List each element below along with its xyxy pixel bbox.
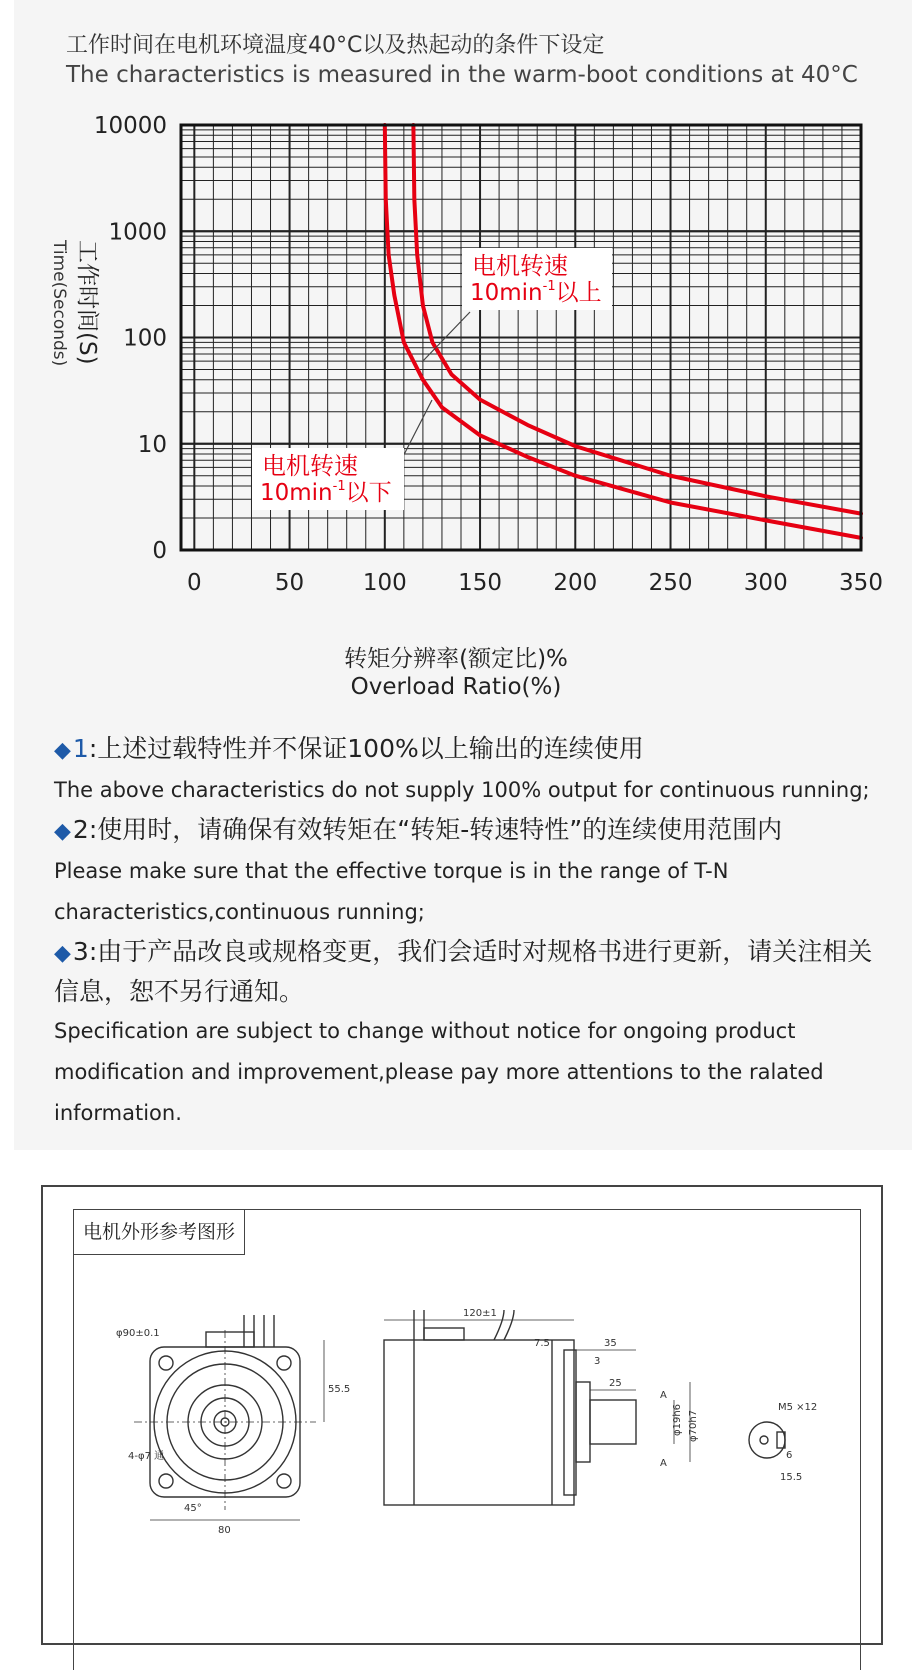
y-tick-label: 100 — [123, 325, 167, 352]
motor-outline-drawing — [74, 1210, 860, 1670]
chart-header-cn: 工作时间在电机环境温度40°C以及热起动的条件下设定 — [66, 33, 605, 58]
mount-hole-tl — [159, 1356, 173, 1370]
x-tick-label: 350 — [839, 570, 883, 596]
diamond-icon: ◆ — [54, 941, 71, 966]
note-3-cn — [54, 933, 894, 1011]
dim-pilot: φ70h7 — [688, 1409, 699, 1442]
side-body — [384, 1340, 574, 1505]
section-a-bottom: A — [660, 1458, 667, 1469]
dim-25: 25 — [609, 1378, 622, 1389]
overload-chart — [0, 100, 912, 630]
x-tick-label: 300 — [743, 570, 788, 596]
y-axis-label-en: Time(Seconds) — [49, 240, 69, 367]
x-tick-label: 0 — [187, 570, 202, 596]
y-axis-label — [49, 239, 100, 366]
dimension-drawing-frame — [41, 1185, 883, 1645]
dim-angle: 45° — [184, 1503, 202, 1514]
x-tick-label: 200 — [553, 570, 598, 596]
side-pilot — [576, 1382, 590, 1462]
dim-width: 80 — [218, 1525, 231, 1536]
annotation-high-sup: -1 — [542, 279, 556, 294]
drawing-title: 电机外形参考图形 — [73, 1209, 245, 1255]
chart-ticks — [94, 113, 883, 596]
x-tick-label: 100 — [362, 570, 407, 596]
annotation-low-tail: 以下 — [345, 480, 392, 506]
note-2-en: Please make sure that the effective torque is in the range of T-N characteristics,continuous running; — [54, 859, 729, 924]
y-tick-label: 0 — [152, 538, 167, 564]
section-a-top: A — [660, 1390, 667, 1401]
dim-length: 120±1 — [463, 1308, 497, 1319]
dim-height: 55.5 — [328, 1384, 351, 1395]
front-cable-a — [244, 1315, 254, 1347]
note-1-text-cn: :上述过载特性并不保证100%以上输出的连续使用 — [88, 734, 644, 763]
annotation-high-line1: 电机转速 — [472, 252, 568, 280]
dimension-drawing-inner — [73, 1209, 861, 1670]
dim-thread: M5 ×12 — [778, 1402, 818, 1413]
annotation-low-line2 — [260, 479, 392, 506]
diamond-icon: ◆ — [54, 738, 71, 763]
mount-hole-br — [277, 1474, 291, 1488]
front-cable-b — [264, 1315, 274, 1347]
note-1-cn — [54, 730, 894, 770]
note-1-en: The above characteristics do not supply 100% output for continuous running; — [54, 778, 870, 802]
y-tick-label: 10 — [137, 431, 167, 458]
x-tick-label: 150 — [458, 570, 503, 596]
y-tick-label: 1000 — [108, 219, 167, 246]
annotation-high-tail: 以上 — [555, 280, 602, 306]
dim-holes: 4-φ7 通 — [128, 1451, 165, 1462]
annotation-low-sup: -1 — [332, 479, 346, 494]
dim-15-5: 15.5 — [780, 1472, 803, 1483]
side-shaft — [590, 1400, 636, 1444]
dim-35: 35 — [604, 1338, 617, 1349]
note-3-number: 3 — [72, 937, 89, 966]
x-axis-label-cn: 转矩分辨率(额定比)% — [344, 646, 568, 672]
annotation-high-main: 10min — [470, 280, 543, 306]
dim-7-5: 7.5 — [534, 1338, 550, 1349]
dim-diameter: φ90±0.1 — [116, 1328, 160, 1339]
x-tick-label: 50 — [274, 570, 305, 596]
note-3-en: Specification are subject to change without notice for ongoing product modification and improvement,please pay more attentions to the ralated information. — [54, 1019, 824, 1125]
front-connector — [206, 1332, 254, 1347]
side-cable-b — [494, 1310, 514, 1340]
side-cable-a — [414, 1310, 424, 1340]
annotation-high-line2 — [470, 279, 602, 306]
dim-3: 3 — [594, 1356, 601, 1367]
mount-hole-tr — [277, 1356, 291, 1370]
note-2-number: 2 — [72, 815, 89, 844]
note-2-cn — [54, 811, 894, 851]
notes-section — [54, 730, 894, 1134]
side-connector — [424, 1328, 464, 1340]
y-tick-label: 10000 — [93, 113, 167, 139]
section-a-shaft — [749, 1422, 785, 1458]
section-a-hole — [760, 1436, 768, 1444]
annotation-low-main: 10min — [260, 480, 333, 506]
x-tick-label: 250 — [648, 570, 693, 596]
note-2-text-cn: :使用时，请确保有效转矩在“转矩-转速特性”的连续使用范围内 — [88, 815, 783, 844]
annotation-low-line1: 电机转速 — [262, 452, 358, 480]
y-axis-label-cn: 工作时间(S) — [74, 240, 100, 365]
dim-shaft: φ19h6 — [672, 1403, 683, 1436]
note-1-number: 1 — [72, 734, 89, 763]
dim-6: 6 — [786, 1450, 793, 1461]
note-3-text-cn: :由于产品改良或规格变更，我们会适时对规格书进行更新，请关注相关信息，恕不另行通知。 — [54, 937, 873, 1006]
x-axis-label-en: Overload Ratio(%) — [350, 674, 562, 700]
chart-header-en: The characteristics is measured in the warm-boot conditions at 40°C — [66, 62, 858, 88]
diamond-icon: ◆ — [54, 819, 71, 844]
mount-hole-bl — [159, 1474, 173, 1488]
